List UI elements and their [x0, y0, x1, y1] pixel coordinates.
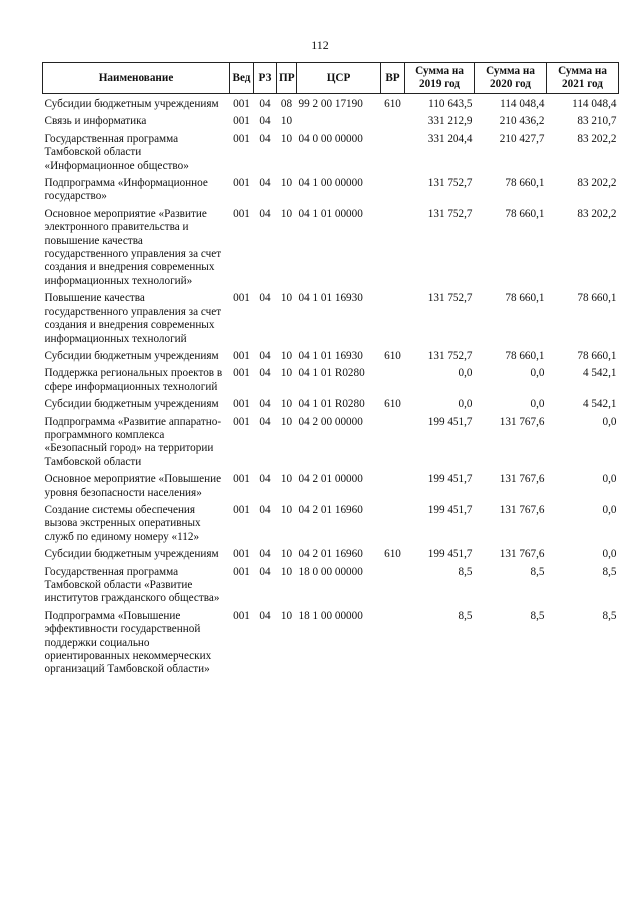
cell-sum-2020: 114 048,4 — [500, 98, 545, 110]
table-row — [43, 367, 619, 398]
cell-sum-2019: 199 451,7 — [427, 548, 473, 561]
cell-rz: 04 — [259, 292, 271, 305]
cell-sum-2020: 210 427,7 — [499, 132, 545, 145]
cell-sum-2020: 8,5 — [530, 609, 545, 622]
cell-ved: 001 — [233, 565, 250, 578]
cell-csr: 04 1 01 16930 — [298, 349, 363, 362]
cell-name: Субсидии бюджетным учреждениям — [44, 98, 219, 110]
cell-pr: 08 — [280, 98, 293, 110]
cell-rz: 04 — [259, 548, 271, 561]
cell-rz: 04 — [259, 415, 271, 428]
cell-sum-2020: 0,0 — [530, 367, 545, 380]
cell-rz: 04 — [259, 207, 271, 220]
cell-rz: 04 — [259, 565, 271, 578]
cell-sum-2021: 8,5 — [602, 565, 617, 578]
cell-name: Государственная программа Тамбовской области «Информационное общество» — [44, 132, 189, 172]
cell-pr: 10 — [280, 207, 293, 220]
cell-rz: 04 — [259, 349, 271, 362]
cell-sum-2021: 0,0 — [602, 473, 617, 486]
cell-sum-2019: 331 204,4 — [427, 132, 473, 145]
cell-rz: 04 — [259, 398, 271, 411]
cell-ved: 001 — [233, 503, 250, 516]
cell-pr: 10 — [280, 292, 293, 305]
cell-ved: 001 — [233, 609, 250, 622]
table-body — [43, 94, 619, 681]
header-csr: ЦСР — [297, 63, 381, 94]
cell-vr: 610 — [384, 398, 401, 411]
cell-vr — [381, 292, 405, 350]
cell-sum-2020: 78 660,1 — [505, 177, 545, 190]
cell-name: Подпрограмма «Повышение эффективности государственной поддержки социально ориентированных некоммерческих организаций Тамбовской области» — [44, 609, 212, 676]
table-row — [43, 350, 619, 367]
cell-sum-2019: 131 752,7 — [427, 207, 473, 220]
cell-name: Связь и информатика — [44, 115, 147, 128]
cell-name: Субсидии бюджетным учреждениям — [44, 349, 219, 362]
cell-vr — [381, 504, 405, 548]
cell-ved: 001 — [233, 548, 250, 561]
cell-sum-2020: 0,0 — [530, 398, 545, 411]
cell-csr: 04 1 01 R0280 — [298, 398, 365, 411]
cell-rz: 04 — [259, 132, 271, 145]
cell-sum-2021: 0,0 — [602, 415, 617, 428]
cell-ved: 001 — [233, 132, 250, 145]
cell-sum-2020: 131 767,6 — [499, 503, 545, 516]
cell-sum-2019: 8,5 — [458, 565, 473, 578]
cell-pr: 10 — [280, 609, 293, 622]
cell-vr — [381, 133, 405, 177]
cell-pr: 10 — [280, 473, 293, 486]
cell-name: Создание системы обеспечения вызова экстренных оперативных служб по единому номеру «112» — [44, 503, 201, 543]
cell-vr: 610 — [384, 98, 401, 110]
cell-sum-2021: 114 048,4 — [572, 98, 617, 110]
table-row — [43, 504, 619, 548]
cell-sum-2021: 4 542,1 — [582, 367, 617, 380]
cell-rz: 04 — [259, 98, 271, 110]
cell-sum-2020: 131 767,6 — [499, 415, 545, 428]
header-pr: ПР — [277, 63, 297, 94]
table-row — [43, 115, 619, 132]
cell-sum-2020: 78 660,1 — [505, 349, 545, 362]
cell-name: Поддержка региональных проектов в сфере информационных технологий — [44, 367, 223, 393]
cell-sum-2020: 131 767,6 — [499, 473, 545, 486]
table-row — [43, 416, 619, 474]
cell-pr: 10 — [280, 565, 293, 578]
cell-vr — [381, 473, 405, 504]
cell-sum-2021: 83 202,2 — [577, 132, 617, 145]
cell-csr: 04 2 01 00000 — [298, 473, 363, 486]
cell-csr: 04 0 00 00000 — [298, 132, 363, 145]
cell-ved: 001 — [233, 177, 250, 190]
cell-pr: 10 — [280, 132, 293, 145]
page-number: 112 — [311, 38, 329, 52]
table-row — [43, 292, 619, 350]
header-sum-2020: Сумма на 2020 год — [475, 63, 547, 94]
cell-sum-2020: 8,5 — [530, 565, 545, 578]
header-ved: Вед — [230, 63, 254, 94]
cell-rz: 04 — [259, 503, 271, 516]
cell-sum-2021: 0,0 — [602, 548, 617, 561]
cell-sum-2019: 131 752,7 — [427, 177, 473, 190]
cell-sum-2019: 110 643,5 — [428, 98, 473, 110]
cell-sum-2021: 83 210,7 — [577, 115, 617, 128]
cell-sum-2019: 199 451,7 — [427, 503, 473, 516]
cell-sum-2021: 4 542,1 — [582, 398, 617, 411]
table-row — [43, 94, 619, 116]
cell-rz: 04 — [259, 115, 271, 128]
header-sum-2019: Сумма на 2019 год — [405, 63, 475, 94]
cell-sum-2021: 83 202,2 — [577, 207, 617, 220]
cell-name: Основное мероприятие «Развитие электронного правительства и повышение качества государственного управления за счет создания и внедрения современных информационных технологий» — [44, 207, 222, 287]
cell-ved: 001 — [233, 415, 250, 428]
cell-ved: 001 — [233, 207, 250, 220]
cell-vr — [381, 208, 405, 292]
cell-pr: 10 — [280, 503, 293, 516]
budget-table — [42, 62, 619, 681]
header-vr: ВР — [381, 63, 405, 94]
cell-vr — [381, 115, 405, 132]
cell-sum-2020: 78 660,1 — [505, 292, 545, 305]
cell-sum-2021: 0,0 — [602, 503, 617, 516]
cell-ved: 001 — [233, 367, 250, 380]
cell-pr: 10 — [280, 548, 293, 561]
cell-csr — [297, 115, 381, 132]
cell-rz: 04 — [259, 177, 271, 190]
cell-sum-2021: 8,5 — [602, 609, 617, 622]
cell-name: Подпрограмма «Информационное государство» — [44, 177, 208, 203]
cell-pr: 10 — [280, 115, 293, 128]
cell-csr: 04 2 01 16960 — [298, 503, 363, 516]
table-header-row — [43, 63, 619, 94]
cell-csr: 18 0 00 00000 — [298, 565, 363, 578]
cell-name: Государственная программа Тамбовской области «Развитие институтов гражданского общества» — [44, 565, 220, 605]
table-row — [43, 473, 619, 504]
cell-csr: 99 2 00 17190 — [298, 98, 363, 110]
cell-csr: 04 1 01 16930 — [298, 292, 363, 305]
cell-name: Основное мероприятие «Повышение уровня безопасности населения» — [44, 473, 222, 499]
cell-vr — [381, 566, 405, 610]
cell-ved: 001 — [233, 115, 250, 128]
cell-name: Повышение качества государственного управления за счет создания и внедрения современных информационных технологий — [44, 292, 222, 345]
table-row — [43, 566, 619, 610]
cell-csr: 04 2 00 00000 — [298, 415, 363, 428]
cell-name: Подпрограмма «Развитие аппаратно-программного комплекса «Безопасный город» на территории Тамбовской области — [44, 415, 222, 468]
cell-sum-2019: 331 212,9 — [427, 115, 473, 128]
cell-rz: 04 — [259, 473, 271, 486]
cell-csr: 04 1 01 R0280 — [298, 367, 365, 380]
cell-csr: 04 2 01 16960 — [298, 548, 363, 561]
cell-sum-2019: 0,0 — [458, 398, 473, 411]
table-row — [43, 548, 619, 565]
header-name: Наименование — [43, 63, 230, 94]
cell-sum-2021: 78 660,1 — [577, 349, 617, 362]
header-rz: РЗ — [254, 63, 277, 94]
cell-pr: 10 — [280, 415, 293, 428]
cell-name: Субсидии бюджетным учреждениям — [44, 398, 219, 411]
cell-sum-2021: 83 202,2 — [577, 177, 617, 190]
cell-ved: 001 — [233, 292, 250, 305]
cell-sum-2021: 78 660,1 — [577, 292, 617, 305]
cell-csr: 04 1 01 00000 — [298, 207, 363, 220]
table-row — [43, 177, 619, 208]
cell-pr: 10 — [280, 349, 293, 362]
cell-name: Субсидии бюджетным учреждениям — [44, 548, 219, 561]
cell-sum-2019: 131 752,7 — [427, 292, 473, 305]
cell-pr: 10 — [280, 398, 293, 411]
cell-ved: 001 — [233, 98, 250, 110]
cell-pr: 10 — [280, 177, 293, 190]
cell-vr — [381, 416, 405, 474]
cell-pr: 10 — [280, 367, 293, 380]
cell-sum-2019: 8,5 — [458, 609, 473, 622]
cell-vr — [381, 177, 405, 208]
cell-vr: 610 — [384, 548, 401, 561]
cell-rz: 04 — [259, 609, 271, 622]
cell-sum-2019: 199 451,7 — [427, 415, 473, 428]
cell-sum-2020: 131 767,6 — [499, 548, 545, 561]
cell-rz: 04 — [259, 367, 271, 380]
cell-csr: 04 1 00 00000 — [298, 177, 363, 190]
table-row — [43, 133, 619, 177]
cell-sum-2019: 131 752,7 — [427, 349, 473, 362]
table-row — [43, 208, 619, 292]
cell-csr: 18 1 00 00000 — [298, 609, 363, 622]
cell-sum-2019: 0,0 — [458, 367, 473, 380]
cell-ved: 001 — [233, 473, 250, 486]
cell-ved: 001 — [233, 349, 250, 362]
cell-sum-2020: 78 660,1 — [505, 207, 545, 220]
cell-vr — [381, 367, 405, 398]
cell-ved: 001 — [233, 398, 250, 411]
cell-sum-2019: 199 451,7 — [427, 473, 473, 486]
header-sum-2021: Сумма на 2021 год — [547, 63, 619, 94]
table-row — [43, 398, 619, 415]
cell-sum-2020: 210 436,2 — [499, 115, 545, 128]
cell-vr — [381, 610, 405, 681]
cell-vr: 610 — [384, 349, 401, 362]
table-row — [43, 610, 619, 681]
